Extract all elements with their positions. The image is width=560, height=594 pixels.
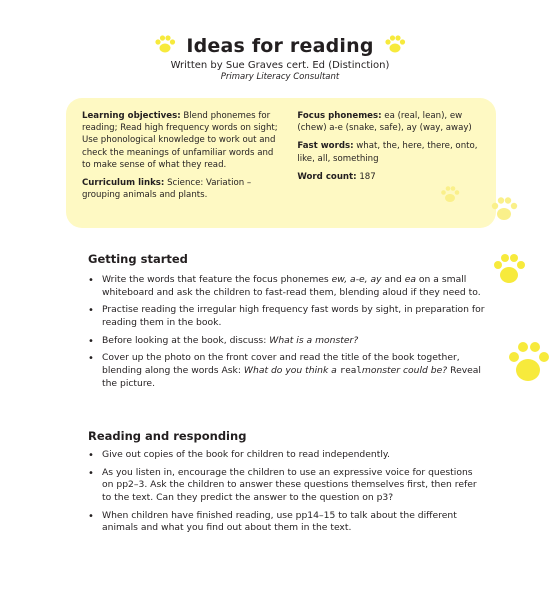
bullet-text: When children have finished reading, use pp14–15 to talk about the different animals and what you find out about them in the text.: [102, 509, 457, 534]
paw-print-icon: [492, 252, 528, 292]
paw-print-icon: [490, 196, 520, 228]
list-item: [86, 352, 486, 390]
bullet-text: Give out copies of the book for children to read independently.: [102, 449, 390, 460]
bullet-text: Write the words that feature the focus phonemes: [102, 274, 332, 285]
bullet-text: and: [381, 274, 405, 285]
curriculum-links-text: Science: Variation – grouping animals and plants.: [82, 178, 252, 201]
curriculum-links: [82, 177, 283, 201]
focus-phonemes-text: ea (real, lean), ew (chew) a-e (snake, safe), ay (way, away): [297, 111, 472, 134]
paw-print-icon: [384, 34, 406, 58]
bullet-text: Reveal the picture.: [102, 365, 481, 389]
bullet-text: Practise reading the irregular high frequency fast words by sight, in preparation for reading them in the book.: [102, 304, 485, 329]
page-header: [0, 34, 560, 82]
list-item: [86, 510, 486, 535]
paw-print-icon: [508, 340, 552, 392]
list-item: [86, 467, 486, 505]
paw-print-icon: [440, 185, 460, 209]
author-line: Written by Sue Graves cert. Ed (Distinction): [170, 60, 390, 71]
learning-objectives-text: Blend phonemes for reading; Read high frequency words on sight; Use phonological knowledge to work out and check the meanings of unfamiliar words and to make sense of what they read.: [82, 111, 278, 170]
word-count: [297, 171, 484, 183]
list-item: [86, 274, 486, 299]
bullet-text: on a small whiteboard and ask the children to fast-read them, blending aloud if they need to.: [102, 274, 481, 298]
bullet-text: Before looking at the book, discuss:: [102, 334, 270, 346]
learning-objectives: [82, 110, 283, 171]
list-item: [86, 304, 486, 329]
curriculum-links-label: Curriculum links:: [82, 178, 165, 189]
objectives-box: [66, 98, 496, 228]
objectives-left-column: [82, 110, 283, 218]
bullet-emphasis: ea: [404, 274, 417, 285]
bullet-emphasis: ew, a-e, ay: [331, 274, 382, 285]
author-role: Primary Literacy Consultant: [220, 72, 340, 82]
reading-responding-heading: Reading and responding: [88, 429, 247, 443]
focus-phonemes-label: Focus phonemes:: [297, 111, 382, 121]
bullet-emphasis: monster could be?: [361, 365, 448, 377]
bullet-text: As you listen in, encourage the children to use an expressive voice for questions on pp2–3. Ask the children to answer these questions themselves first, then refer to the text. Can they predict the answer to the question on p3?: [102, 466, 477, 504]
bullet-text: Cover up the photo on the front cover and read the title of the book together, blending along the words Ask:: [102, 352, 460, 377]
fast-words-label: Fast words:: [297, 141, 354, 152]
getting-started-heading: Getting started: [88, 252, 188, 266]
getting-started-list: [86, 274, 486, 396]
reading-responding-list: [86, 449, 486, 540]
word-count-value: 187: [359, 171, 376, 182]
page-title: Ideas for reading: [186, 35, 374, 57]
bullet-code: real: [339, 365, 362, 377]
fast-words: [297, 140, 484, 164]
bullet-emphasis: What is a monster?: [269, 334, 359, 346]
fast-words-text: what, the, here, there, onto, like, all, something: [297, 141, 478, 164]
list-item: [86, 449, 486, 462]
learning-objectives-label: Learning objectives:: [82, 111, 181, 121]
bullet-emphasis: What do you think a: [243, 365, 340, 377]
title-row: [0, 34, 560, 58]
paw-print-icon: [154, 34, 176, 58]
focus-phonemes: [297, 110, 484, 134]
list-item: [86, 335, 486, 348]
word-count-label: Word count:: [297, 171, 357, 182]
